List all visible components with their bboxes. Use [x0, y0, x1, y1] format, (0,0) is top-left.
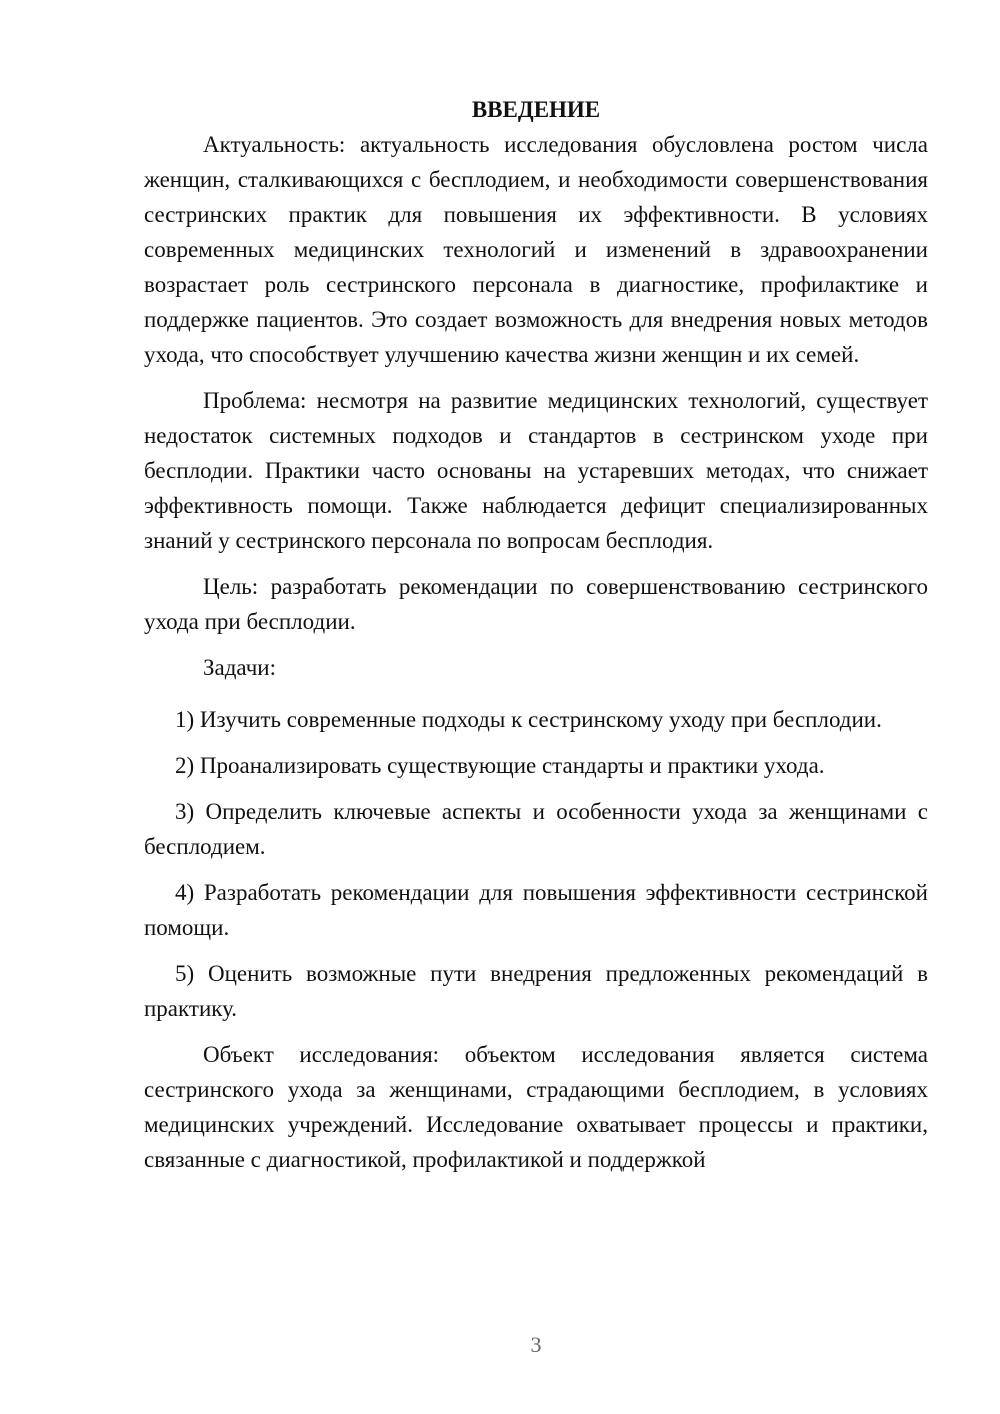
paragraph-object: Объект исследования: объектом исследования является система сестринского ухода за женщинами, страдающими бесплодием, в условиях медицинских учреждений. Исследование охватывает процессы и практики, связанные с диагностикой, профилактикой и поддержкой	[144, 1042, 928, 1172]
task-item-4: 4) Разработать рекомендации для повышения эффективности сестринской помощи.	[144, 880, 928, 940]
section-title: ВВЕДЕНИЕ	[471, 97, 601, 122]
task-item-1: 1) Изучить современные подходы к сестринскому уходу при бесплодии.	[175, 707, 882, 732]
paragraph-problem: Проблема: несмотря на развитие медицинских технологий, существует недостаток системных подходов и стандартов в сестринском уходе при бесплодии. Практики часто основаны на устаревших методах, что снижает эффективность помощи. Также наблюдается дефицит специализированных знаний у сестринского персонала по вопросам бесплодия.	[144, 388, 928, 553]
task-item-5: 5) Оценить возможные пути внедрения предложенных рекомендаций в практику.	[144, 961, 928, 1021]
task-item-3: 3) Определить ключевые аспекты и особенности ухода за женщинами с бесплодием.	[144, 799, 928, 859]
paragraph-goal: Цель: разработать рекомендации по совершенствованию сестринского ухода при бесплодии.	[144, 574, 928, 634]
paragraph-tasks-heading: Задачи:	[203, 655, 276, 680]
document-page	[144, 92, 928, 1177]
paragraph-relevance: Актуальность: актуальность исследования обусловлена ростом числа женщин, сталкивающихся с бесплодием, и необходимости совершенствования сестринских практик для повышения их эффективности. В условиях современных медицинских технологий и изменений в здравоохранении возрастает роль сестринского персонала в диагностике, профилактике и поддержке пациентов. Это создает возможность для внедрения новых методов ухода, что способствует улучшению качества жизни женщин и их семей.	[144, 132, 928, 367]
page-number: 3	[530, 1332, 542, 1357]
task-item-2: 2) Проанализировать существующие стандарты и практики ухода.	[175, 753, 825, 778]
